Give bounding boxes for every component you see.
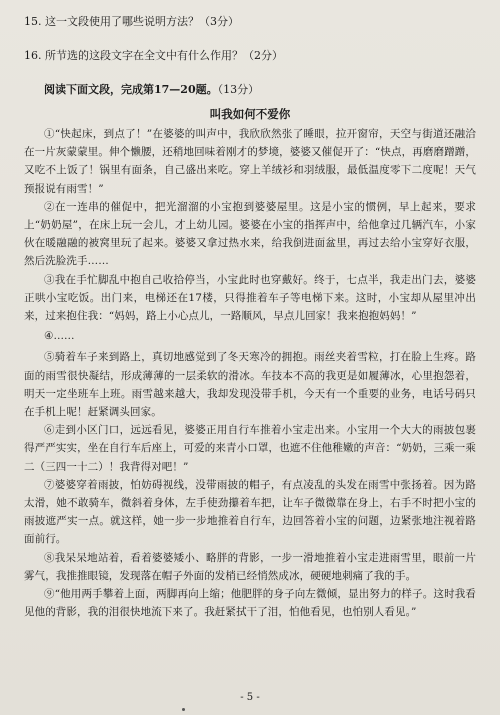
paragraph-1: ①“快起床，到点了！”在婆婆的叫声中，我欣欣然张了睡眼，拉开窗帘，天空与街道还融洽在一片灰蒙蒙里。伸个懒腰，还稍地回味着刚才的梦境，婆婆又催促开了：“快点，再磨磨蹭蹭，又吃不上饭了！锅里有面条，自己盛出来吃。穿上羊绒衫和羽绒服，最低温度零下二度呢！天气预报说有雨雪！”: [24, 128, 476, 195]
scan-speck: [182, 708, 185, 711]
paragraph-7: ⑦婆婆穿着雨披，怕妨碍视线，没带雨披的帽子，有点凌乱的头发在雨雪中张扬着。因为路太滑，她不敢骑车，微斜着身体，左手使劲攥着车把，让车子微微靠在身上，右手不时把小宝的雨披遮严实一点。就这样，她一步一步地推着自行车，边回答着小宝的问题，边紧张地注视着路面前行。: [24, 478, 476, 546]
paragraph-2: ②在一连串的催促中，把光溜溜的小宝抱到婆婆屋里。这是小宝的惯例，早上起来，要求上“奶奶屋”，在床上玩一会儿，才上幼儿园。婆婆在小宝的指挥声中，给他拿过几辆汽车，小家伙在暖融融的被窝里玩了起来。婆婆又拿过热水来，给我倒进面盆里，再过去给小宝穿好衣服，然后洗脸洗手……: [24, 200, 476, 268]
paragraph-9: ⑨“他用两手攀着上面，两脚再向上缩；他肥胖的身子向左微倾，显出努力的样子。这时我看见他的背影，我的泪很快地流下来了。我赶紧拭干了泪，怕他看见，也怕别人看见。”: [24, 588, 476, 619]
question-15: 15. 这一文段使用了哪些说明方法？（3分）: [24, 15, 239, 28]
paragraph-3: ③我在手忙脚乱中抱自己收拾停当，小宝此时也穿戴好。终于，七点半，我走出门去，婆婆正哄小宝吃饭。出门来，电梯还在17楼，只得推着车子等电梯下来。这时，小宝却从屋里冲出来，过来抱住我：“妈妈，路上小心点儿，一路顺风，早点儿回家！我来抱抱妈妈！”: [24, 273, 476, 323]
paragraph-4-ellipsis: ④……: [43, 330, 75, 343]
page-number: - 5 -: [240, 692, 260, 703]
question-16: 16. 所节选的这段文字在全文中有什么作用？（2分）: [24, 49, 283, 62]
section-score: （13分）: [217, 83, 260, 96]
article-title: 叫我如何不爱你: [209, 107, 291, 121]
section-heading-text: 阅读下面文段，完成第17—20题。: [44, 83, 218, 96]
paragraph-5: ⑤骑着车子来到路上，真切地感觉到了冬天寒冷的拥抱。雨丝夹着雪粒，打在脸上生疼。路面的雨雪很快凝结，形成薄薄的一层柔软的滑冰。车技本不高的我更是如履薄冰，心里抱怨着，明天一定坐班车上班。雨雪越来越大，我却发现没带手机，今天有一个重要的业务，电话号码只在手机上呢！赶紧调头回家。: [24, 351, 476, 419]
section-heading: [44, 82, 476, 98]
paragraph-6: ⑥走到小区门口，远远看见，婆婆正用自行车推着小宝走出来。小宝用一个大大的雨披包裹得严严实实，坐在自行车后座上，可爱的来青小口罩，也遮不住他稚嫩的声音：“奶奶，三乘一乘二（三四一十二）！我背得对吧！”: [24, 424, 476, 473]
paragraph-8: ⑧我呆呆地站着，看着婆婆矮小、略胖的背影，一步一滑地推着小宝走进雨雪里，眼前一片雾气，我推推眼镜，发现落在帽子外面的发梢已经悄然成冰，硬硬地刺痛了我的手。: [24, 551, 476, 582]
